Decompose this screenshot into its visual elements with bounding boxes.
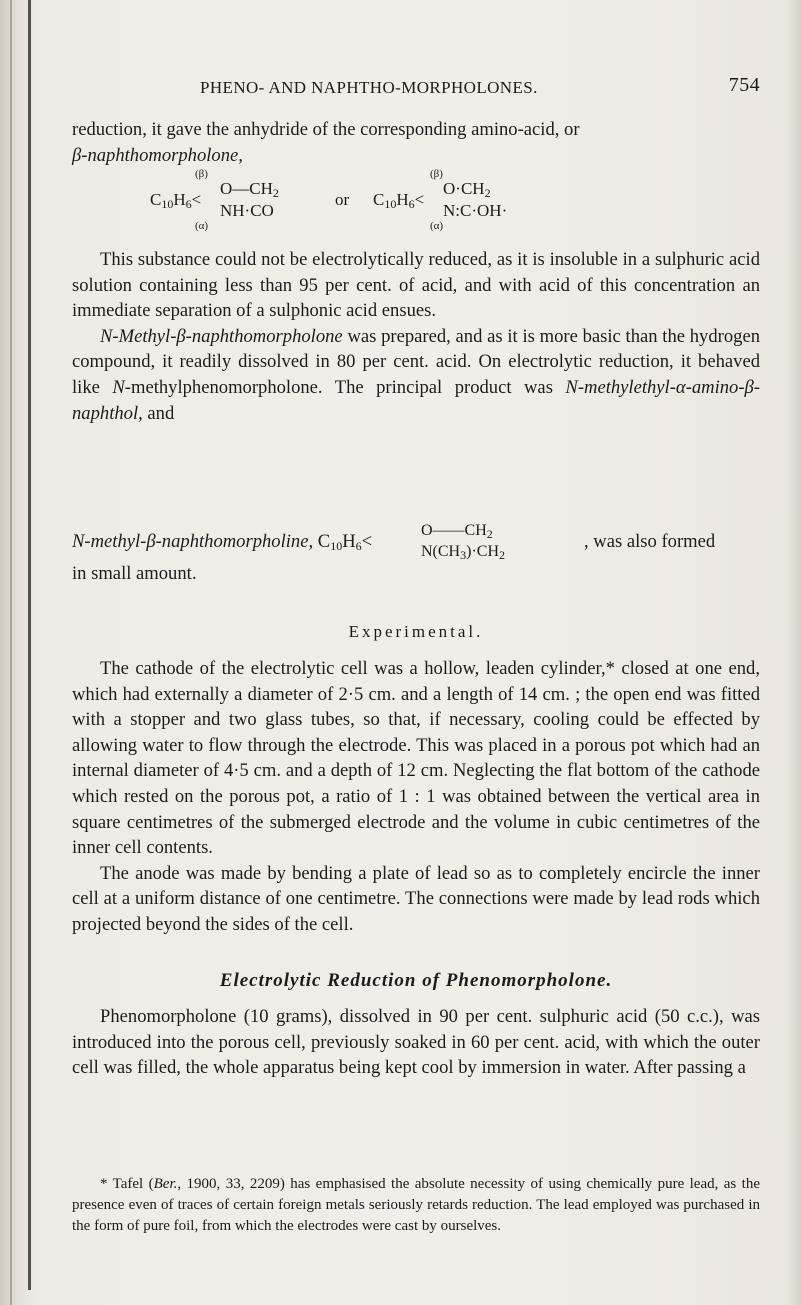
formula-or: or — [335, 190, 350, 209]
page-gutter-line — [28, 0, 31, 1290]
beta-label-right: (β) — [430, 168, 443, 180]
beta-label-left: (β) — [195, 168, 208, 180]
page-number: 754 — [728, 74, 760, 96]
alpha-label-right: (α) — [430, 220, 444, 232]
paragraph-4: The anode was made by bending a plate of lead so as to completely encircle the inner cell at a uniform distance of one centimetre. The connections were made by lead rods which projected beyond the sides of the cell. — [72, 862, 760, 935]
intro-paragraph — [72, 117, 760, 168]
alpha-label-left: (α) — [195, 220, 209, 232]
paragraph-2b: N-methyl-β-naphthomorpholine, $C_{10}H_6<$ $O——CH_2$ $N(CH_3)\cdot CH_2$ , was also formed in small amount. — [72, 523, 760, 575]
compound-name: β-naphthomorpholone, — [72, 144, 243, 166]
formula-right-core: $C_{10}H_6<$ — [373, 190, 425, 211]
formula-left-bottom: NH·CO — [220, 201, 274, 220]
paragraph-1: This substance could not be electrolytically reduced, as it is insoluble in a sulphuric acid solution containing less than 95 per cent. of acid, and with acid of this concentration an immediate separation of a sulphonic acid ensues. N-Methyl-β-naphthomorpholone was prepared, and as it is more basic than the hydrogen compound, it readily dissolved in 80 per cent. acid. On electrolytic reduction, it behaved like N-methylphenomorpholone. The principal product was N-methylethyl-α-amino-β-naphthol, and — [72, 247, 760, 426]
binding-edge — [10, 0, 12, 1305]
page-right-edge — [787, 0, 801, 1305]
header-title: PHENO- AND NAPHTHO-MORPHOLONES. — [200, 78, 538, 97]
section-heading: Electrolytic Reduction of Phenomorpholone. — [219, 970, 613, 991]
experimental-heading: Experimental. — [348, 622, 484, 641]
footnote: * Tafel (Ber., 1900, 33, 2209) has emphasised the absolute necessity of using chemically pure lead, as the presence even of traces of certain foreign metals seriously retards reduction. The lead employed was purchased in the form of pure foil, from which the electrodes were cast by ourselves. — [72, 1176, 760, 1234]
formula-left-core: $C_{10}H_6<$ — [150, 190, 202, 211]
formula2-bottom: $N(CH_3)\cdot CH_2$ — [421, 543, 505, 562]
paragraph-3: The cathode of the electrolytic cell was a hollow, leaden cylinder,* closed at one end, which had externally a diameter of 2·5 cm. and a length of 14 cm. ; the open end was fitted with a stopper and two glass tubes, so that, if necessary, cooling could be effected by allowing water to flow through the electrode. This was placed in a porous pot which had an internal diameter of 4·5 cm. and a depth of 12 cm. Neglecting the flat bottom of the cathode which rested on the porous pot, a ratio of 1 : 1 was obtained between the vertical area in square centimetres of the submerged electrode and the volume in cubic centimetres of the inner cell contents. The anode was made by bending a plate of lead so as to completely encircle the inner cell at a uniform distance of one centimetre. The connections were made by lead rods which projected beyond the sides of the cell. — [72, 656, 760, 938]
running-header — [200, 74, 760, 102]
formula-right-top: $O\cdot CH_2$ — [443, 179, 491, 200]
paragraph-5: Phenomorpholone (10 grams), dissolved in 90 per cent. sulphuric acid (50 c.c.), was introduced into the porous cell, previously soaked in 60 per cent. acid, with which the outer cell was filled, the whole apparatus being kept cool by immersion in water. After passing a — [72, 1006, 760, 1079]
formula2-top: $O——CH_2$ — [421, 522, 493, 541]
paragraph-2: N-Methyl-β-naphthomorpholone was prepared, and as it is more basic than the hydrogen compound, it readily dissolved in 80 per cent. acid. On electrolytic reduction, it behaved like N-methylphenomorpholone. The principal product was N-methylethyl-α-amino-β-naphthol, and — [72, 325, 760, 424]
structural-formula — [150, 168, 620, 238]
intro-line: reduction, it gave the anhydride of the corresponding amino-acid, or — [72, 119, 580, 140]
formula-left-top: $O—CH_2$ — [220, 179, 279, 200]
formula-right-bottom: N:C·OH· — [443, 201, 508, 220]
